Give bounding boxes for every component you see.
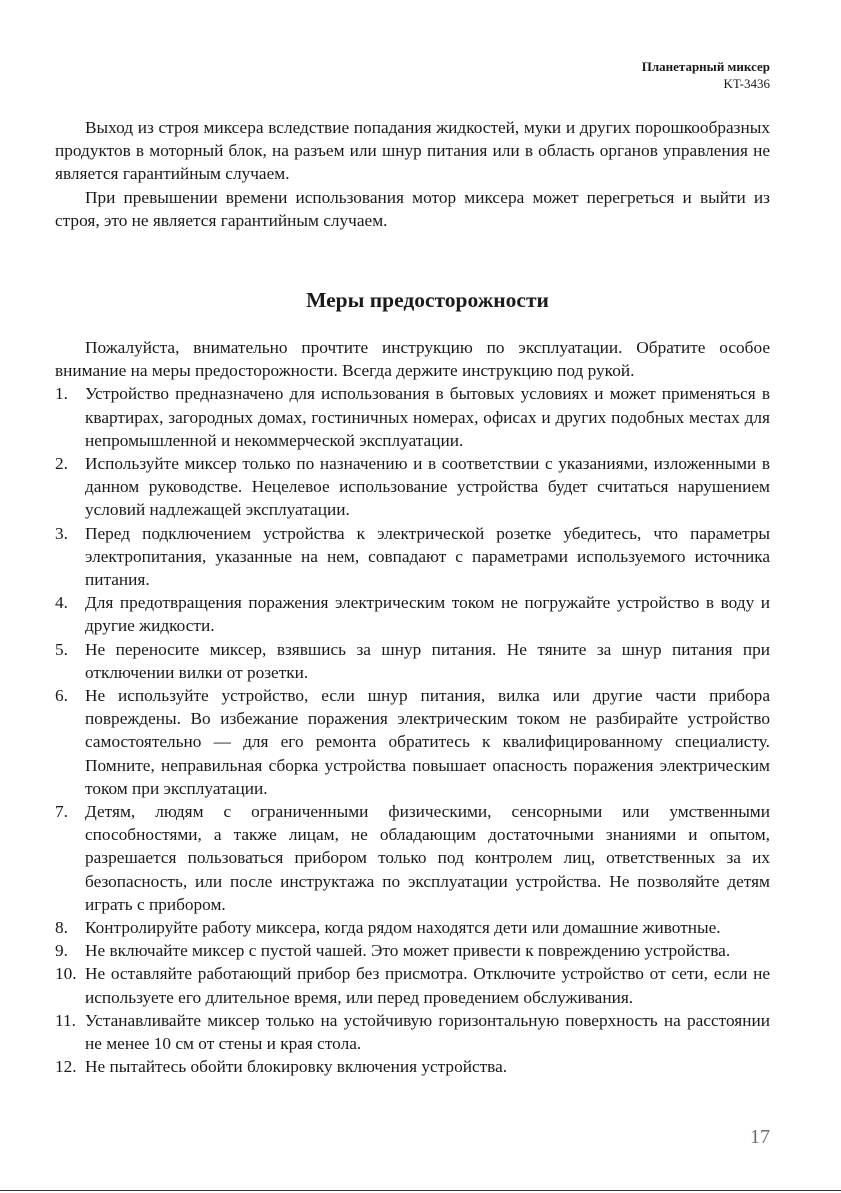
item-text: Перед подключением устройства к электрической розетке убедитесь, что параметры электропитания, указанные на нем, совпадают с параметрами используемого источника питания. [85,523,770,590]
item-number: 10. [55,964,77,984]
precautions-block [55,336,770,1079]
intro-block [55,116,770,232]
item-text: Не используйте устройство, если шнур питания, вилка или другие части прибора повреждены. Во избежание поражения электрическим током не разбирайте устройство самостоятельно — для его ремонта обратитесь к квалифицированному специалисту. Помните, неправильная сборка устройства повышает опасность поражения электрическим током при эксплуатации. [85,686,770,798]
item-text: Устройство предназначено для использования в бытовых условиях и может применяться в квартирах, загородных домах, гостиничных номерах, офисах и других подобных местах для непромышленной и некоммерческой эксплуатации. [85,384,770,450]
list-item [55,591,770,637]
item-number: 8. [55,918,68,938]
item-number: 9. [55,941,68,961]
item-number: 4. [55,593,68,613]
item-text: Не переносите миксер, взявшись за шнур питания. Не тяните за шнур питания при отключении вилки от розетки. [85,639,770,682]
item-number: 1. [55,384,68,404]
precautions-intro: Пожалуйста, внимательно прочтите инструкцию по эксплуатации. Обратите особое внимание на меры предосторожности. Всегда держите инструкцию под рукой. [55,338,770,381]
list-item [55,939,770,962]
list-item [55,1009,770,1055]
intro-paragraph: Выход из строя миксера вследствие попадания жидкостей, муки и других порошкообразных продуктов в моторный блок, на разъем или шнур питания или в область органов управления не является гарантийным случаем. [55,118,770,184]
header-model: KT-3436 [723,76,770,91]
list-item [55,916,770,939]
item-number: 2. [55,454,68,474]
bottom-divider [0,1190,841,1191]
section-title: Меры предосторожности [306,288,549,312]
item-number: 3. [55,523,68,543]
precautions-list [55,382,770,1078]
item-text: Устанавливайте миксер только на устойчивую горизонтальную поверхность на расстоянии не менее 10 см от стены и края стола. [85,1010,770,1054]
list-item [55,800,770,916]
list-item [55,962,770,1008]
item-number: 6. [55,686,68,706]
item-text: Для предотвращения поражения электрическим током не погружайте устройство в воду и другие жидкости. [85,593,770,636]
list-item [55,452,770,522]
header-title: Планетарный миксер [641,59,770,74]
list-item [55,382,770,452]
item-text: Детям, людям с ограниченными физическими, сенсорными или умственными способностями, а также лицам, не обладающим достаточными знаниями и опытом, разрешается пользоваться прибором только под контролем лиц, ответственных за их безопасность, или после инструктажа по эксплуатации устройства. Не позволяйте детям играть с прибором. [85,802,770,914]
list-item [55,1055,770,1078]
intro-paragraph: При превышении времени использования мотор миксера может перегреться и выйти из строя, это не является гарантийным случаем. [55,187,770,230]
item-number: 7. [55,802,68,822]
item-text: Используйте миксер только по назначению и в соответствии с указаниями, изложенными в данном руководстве. Нецелевое использование устройства будет считаться нарушением условий надлежащей эксплуатации. [85,454,770,520]
item-number: 12. [55,1057,77,1077]
page-number: 17 [750,1126,770,1148]
running-header [642,58,770,92]
item-text: Не оставляйте работающий прибор без присмотра. Отключите устройство от сети, если не используете его длительное время, или перед проведением обслуживания. [85,964,770,1007]
item-text: Не включайте миксер с пустой чашей. Это может привести к повреждению устройства. [85,941,731,961]
list-item [55,522,770,592]
item-number: 11. [55,1010,76,1030]
item-text: Не пытайтесь обойти блокировку включения устройства. [85,1057,508,1077]
list-item [55,684,770,800]
item-number: 5. [55,639,68,659]
item-text: Контролируйте работу миксера, когда рядом находятся дети или домашние животные. [85,918,721,938]
list-item [55,638,770,684]
